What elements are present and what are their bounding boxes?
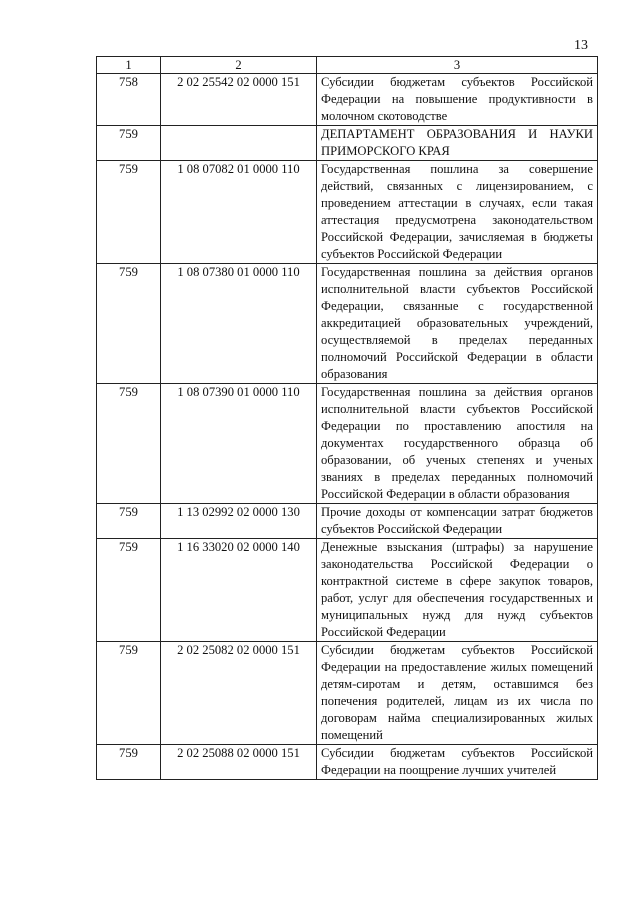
revenue-name-cell: Субсидии бюджетам субъектов Российской Федерации на поощрение лучших учителей — [317, 745, 598, 780]
admin-code-cell: 759 — [97, 504, 161, 539]
table-row — [97, 264, 598, 384]
revenue-name-cell: Прочие доходы от компенсации затрат бюджетов субъектов Российской Федерации — [317, 504, 598, 539]
revenue-code-cell: 1 08 07082 01 0000 110 — [161, 161, 317, 264]
admin-code-cell: 759 — [97, 539, 161, 642]
revenue-name-cell: Субсидии бюджетам субъектов Российской Федерации на повышение продуктивности в молочном скотоводстве — [317, 74, 598, 126]
revenue-code-cell: 1 13 02992 02 0000 130 — [161, 504, 317, 539]
admin-code-cell: 759 — [97, 745, 161, 780]
column-header-2: 2 — [161, 57, 317, 74]
revenue-code-cell: 1 16 33020 02 0000 140 — [161, 539, 317, 642]
department-name-cell: ДЕПАРТАМЕНТ ОБРАЗОВАНИЯ И НАУКИ ПРИМОРСКОГО КРАЯ — [317, 126, 598, 161]
revenue-code-cell: 1 08 07380 01 0000 110 — [161, 264, 317, 384]
table-row — [97, 384, 598, 504]
table-row — [97, 126, 598, 161]
table-header-row — [97, 57, 598, 74]
table-row — [97, 161, 598, 264]
revenue-name-cell: Государственная пошлина за действия органов исполнительной власти субъектов Российской Федерации, связанные с государственной аккредитацией образовательных учреждений, осуществляемой в пределах переданных полномочий Российской Федерации в области образования — [317, 264, 598, 384]
table-row — [97, 74, 598, 126]
revenue-code-cell: 1 08 07390 01 0000 110 — [161, 384, 317, 504]
admin-code-cell: 759 — [97, 642, 161, 745]
revenue-code-cell: 2 02 25088 02 0000 151 — [161, 745, 317, 780]
column-header-1: 1 — [97, 57, 161, 74]
table-row — [97, 539, 598, 642]
revenue-name-cell: Денежные взыскания (штрафы) за нарушение законодательства Российской Федерации о контрактной системе в сфере закупок товаров, работ, услуг для обеспечения государственных и муниципальных нужд для нужд субъектов Российской Федерации — [317, 539, 598, 642]
admin-code-cell: 759 — [97, 264, 161, 384]
revenue-name-cell: Государственная пошлина за совершение действий, связанных с лицензированием, с проведением аттестации в случаях, если такая аттестация предусмотрена законодательством Российской Федерации, зачисляемая в бюджеты субъектов Российской Федерации — [317, 161, 598, 264]
admin-code-cell: 759 — [97, 126, 161, 161]
revenue-code-cell: 2 02 25082 02 0000 151 — [161, 642, 317, 745]
admin-code-cell: 759 — [97, 161, 161, 264]
table-row — [97, 642, 598, 745]
revenue-codes-table — [96, 56, 598, 780]
admin-code-cell: 759 — [97, 384, 161, 504]
revenue-name-cell: Государственная пошлина за действия органов исполнительной власти субъектов Российской Федерации по проставлению апостиля на документах государственного образца об образовании, об ученых степенях и ученых званиях в пределах переданных полномочий Российской Федерации в области образования — [317, 384, 598, 504]
table-row — [97, 504, 598, 539]
admin-code-cell: 758 — [97, 74, 161, 126]
column-header-3: 3 — [317, 57, 598, 74]
revenue-name-cell: Субсидии бюджетам субъектов Российской Федерации на предоставление жилых помещений детям-сиротам и детям, оставшимся без попечения родителей, лицам из их числа по договорам найма специализированных жилых помещений — [317, 642, 598, 745]
revenue-code-cell — [161, 126, 317, 161]
page-number: 13 — [574, 38, 588, 53]
table-row — [97, 745, 598, 780]
revenue-code-cell: 2 02 25542 02 0000 151 — [161, 74, 317, 126]
